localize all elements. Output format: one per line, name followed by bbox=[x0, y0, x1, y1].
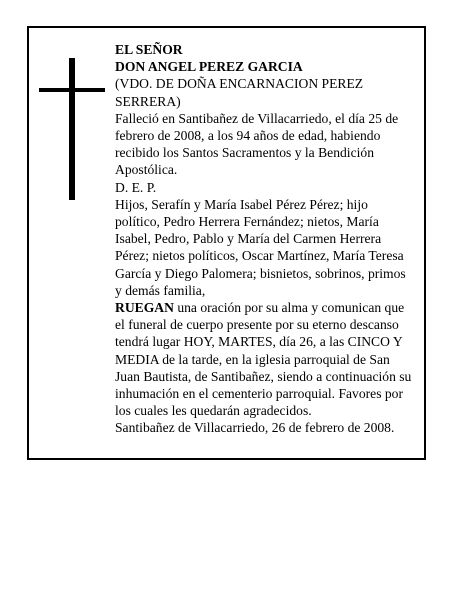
dep-line: D. E. P. bbox=[115, 179, 157, 195]
family-paragraph: Hijos, Serafín y María Isabel Pérez Pérez; hijo político, Pedro Herrera Fernández; nietos, María Isabel, Pedro, Pablo y María del Carmen Herrera Pérez; nietos políticos, Oscar Martínez, María Teresa García y Diego Palomera; bisnietos, sobrinos, primos y demás familia, bbox=[115, 196, 406, 298]
cross-vertical-bar bbox=[69, 58, 75, 200]
obituary-text bbox=[115, 41, 415, 437]
ruegan-word: RUEGAN bbox=[115, 300, 174, 316]
cross-horizontal-bar bbox=[39, 88, 105, 92]
prayer-request: una oración por su alma y comunican que el funeral de cuerpo presente por su eterno descanso tendrá lugar HOY, MARTES, día 26, a las CINCO Y MEDIA de la tarde, en la iglesia parroquial de San Juan Bautista, de Santibañez, siendo a continuación su inhumación en el cementerio parroquial. Favores por los cuales les quedarán agradecidos. bbox=[115, 300, 412, 419]
deceased-title: EL SEÑOR bbox=[115, 42, 183, 57]
widower-line: (VDO. DE DOÑA ENCARNACION PEREZ SERRERA) bbox=[115, 76, 364, 109]
place-date: Santibañez de Villacarriedo, 26 de febrero de 2008. bbox=[115, 420, 395, 436]
deceased-name: DON ANGEL PEREZ GARCIA bbox=[115, 59, 303, 75]
obituary-notice bbox=[27, 26, 426, 460]
death-paragraph: Falleció en Santibañez de Villacarriedo, el día 25 de febrero de 2008, a los 94 años de edad, habiendo recibido los Santos Sacramentos y la Bendición Apostólica. bbox=[115, 110, 399, 178]
prayer-paragraph bbox=[115, 299, 415, 419]
